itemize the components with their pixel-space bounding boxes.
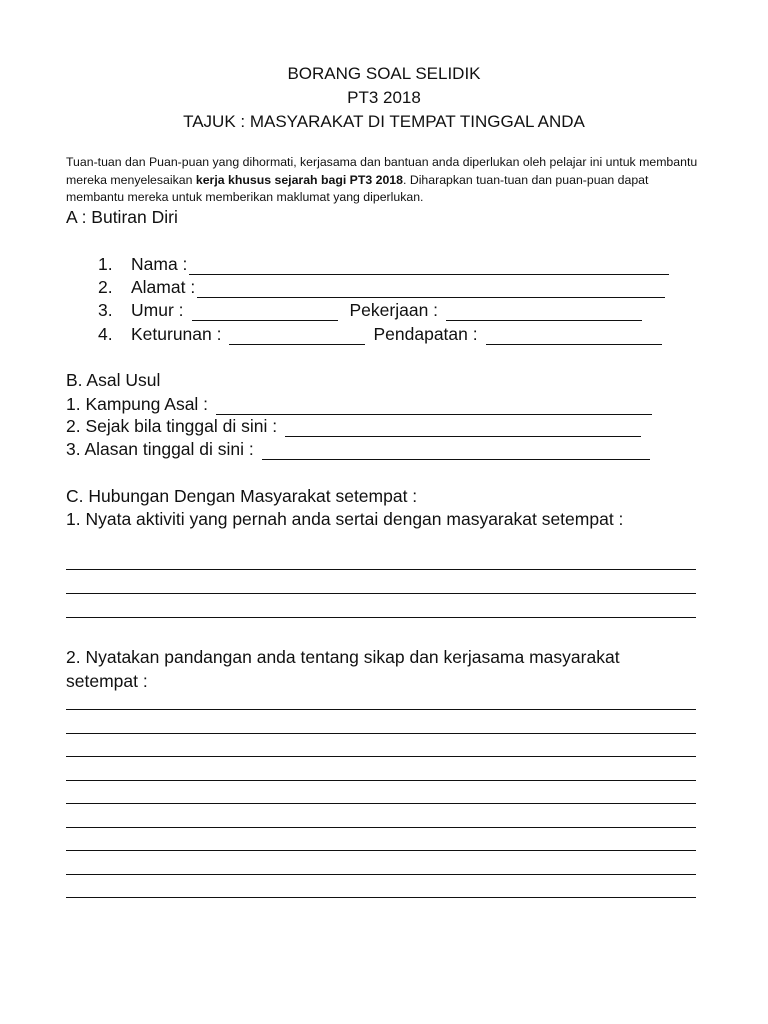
- item-number: 4.: [98, 324, 113, 344]
- answer-line[interactable]: [66, 803, 696, 804]
- question-1: 1. Nyata aktiviti yang pernah anda sertai dengan masyarakat setempat :: [66, 509, 624, 529]
- alasan-input-line[interactable]: [262, 443, 650, 460]
- alamat-input-line[interactable]: [197, 281, 665, 298]
- intro-paragraph: [66, 154, 706, 207]
- field-label: 1. Kampung Asal :: [66, 394, 209, 414]
- field-alamat: [98, 277, 665, 298]
- answer-line[interactable]: [66, 593, 696, 594]
- section-c-heading: C. Hubungan Dengan Masyarakat setempat :: [66, 486, 418, 506]
- pendapatan-input-line[interactable]: [486, 328, 662, 345]
- keturunan-input-line[interactable]: [229, 328, 365, 345]
- field-label: Keturunan :: [131, 324, 222, 344]
- form-title: BORANG SOAL SELIDIK: [287, 64, 481, 83]
- nama-input-line[interactable]: [189, 258, 669, 275]
- umur-input-line[interactable]: [192, 304, 338, 321]
- field-label: Pendapatan :: [373, 324, 478, 344]
- intro-text-2: . Diharapkan tuan-tuan dan puan-puan dapat membantu mereka untuk memberikan maklumat yang diperlukan.: [66, 172, 649, 204]
- form-subtitle: PT3 2018: [347, 88, 421, 107]
- item-number: 2.: [98, 277, 113, 297]
- field-alasan: [66, 439, 650, 460]
- form-topic: TAJUK : MASYARAKAT DI TEMPAT TINGGAL ANDA: [183, 112, 585, 131]
- sejak-bila-input-line[interactable]: [285, 420, 641, 437]
- field-label: Nama :: [131, 254, 188, 274]
- field-keturunan-pendapatan: [98, 324, 662, 345]
- section-b-heading: B. Asal Usul: [66, 370, 161, 390]
- section-a-heading: A : Butiran Diri: [66, 207, 178, 227]
- field-sejak-bila: [66, 416, 641, 437]
- answer-line[interactable]: [66, 827, 696, 828]
- field-kampung-asal: [66, 394, 652, 415]
- pekerjaan-input-line[interactable]: [446, 304, 642, 321]
- field-nama: [98, 254, 669, 275]
- field-label: Umur :: [131, 300, 184, 320]
- item-number: 1.: [98, 254, 113, 274]
- answer-line[interactable]: [66, 756, 696, 757]
- answer-line[interactable]: [66, 569, 696, 570]
- answer-line[interactable]: [66, 709, 696, 710]
- answer-line[interactable]: [66, 850, 696, 851]
- answer-line[interactable]: [66, 733, 696, 734]
- question-2: 2. Nyatakan pandangan anda tentang sikap dan kerjasama masyarakat setempat :: [66, 647, 620, 691]
- answer-line[interactable]: [66, 874, 696, 875]
- field-label: 3. Alasan tinggal di sini :: [66, 439, 254, 459]
- item-number: 3.: [98, 300, 113, 320]
- answer-line[interactable]: [66, 617, 696, 618]
- intro-bold-text: kerja khusus sejarah bagi PT3 2018: [195, 172, 403, 187]
- field-label: Alamat :: [131, 277, 196, 297]
- answer-line[interactable]: [66, 780, 696, 781]
- field-label: Pekerjaan :: [349, 300, 439, 320]
- intro-text-1: Tuan-tuan dan Puan-puan yang dihormati, kerjasama dan bantuan anda diperlukan oleh pelajar ini untuk membantu mereka menyelesaikan: [66, 155, 698, 187]
- kampung-asal-input-line[interactable]: [216, 398, 652, 415]
- field-label: 2. Sejak bila tinggal di sini :: [66, 416, 278, 436]
- answer-line[interactable]: [66, 897, 696, 898]
- field-umur-pekerjaan: [98, 300, 642, 321]
